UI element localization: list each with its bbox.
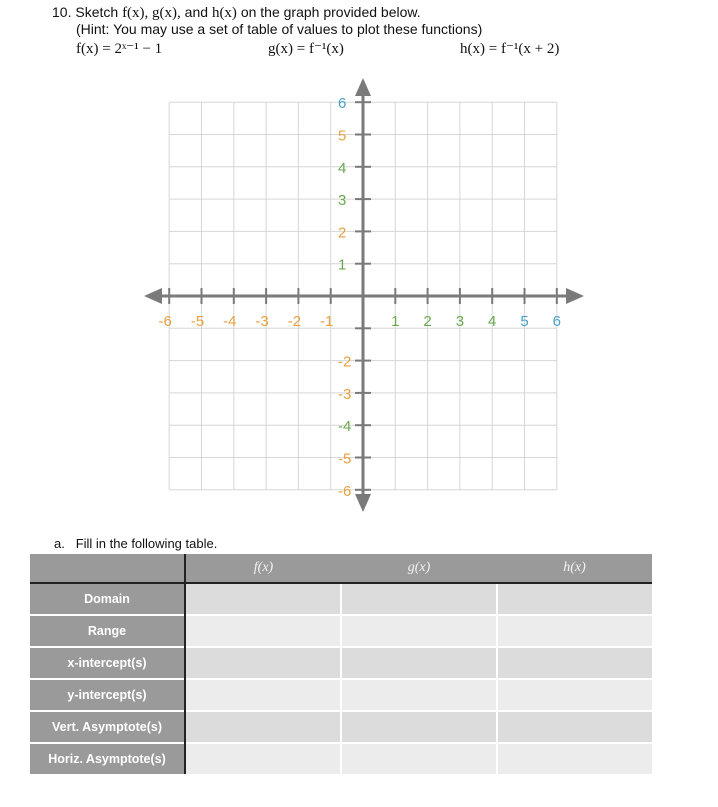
y-axis-label: -6 (338, 482, 352, 500)
x-axis-label: 4 (488, 313, 497, 330)
table-row (30, 583, 652, 615)
x-axis-label: -4 (223, 313, 237, 330)
cell-ha-f[interactable] (185, 743, 341, 774)
question-funcs: f(x), g(x), (122, 5, 181, 21)
x-axis-label: -5 (190, 313, 205, 330)
table-row (30, 679, 652, 711)
part-a-text: Fill in the following table. (75, 536, 218, 551)
x-axis-left-arrow (144, 288, 162, 304)
column-header-h: h(x) (497, 554, 652, 583)
table-header-row (30, 554, 652, 583)
cell-xint-f[interactable] (185, 647, 341, 679)
y-axis-label: -4 (338, 418, 352, 436)
cell-domain-f[interactable] (185, 583, 341, 615)
y-axis-label: -2 (338, 353, 352, 371)
table-corner-cell (30, 554, 185, 583)
column-header-g: g(x) (341, 554, 497, 583)
row-label-domain: Domain (30, 583, 185, 615)
f-definition: f(x) = 2ˣ⁻¹ − 1 (76, 41, 163, 57)
row-label-vert-asymptotes: Vert. Asymptote(s) (30, 711, 185, 743)
y-axis-label: 5 (338, 127, 347, 145)
cell-domain-h[interactable] (497, 583, 652, 615)
table-row (30, 743, 652, 774)
question-prefix: Sketch (75, 4, 123, 20)
y-axis-bottom-arrow (355, 494, 371, 512)
y-axis-label: 4 (338, 159, 347, 177)
x-axis-label: 6 (552, 313, 561, 330)
cell-yint-g[interactable] (341, 679, 497, 711)
table-row (30, 647, 652, 679)
cell-range-f[interactable] (185, 615, 341, 647)
cell-xint-g[interactable] (341, 647, 497, 679)
y-axis-top-arrow (355, 78, 371, 96)
question-line (52, 4, 421, 22)
x-axis-label: 5 (520, 313, 529, 330)
cell-va-h[interactable] (497, 711, 652, 743)
x-axis-label: 3 (455, 313, 465, 330)
row-label-y-intercepts: y-intercept(s) (30, 679, 185, 711)
table-row (30, 711, 652, 743)
y-axis-label: -5 (338, 450, 352, 468)
x-axis-right-arrow (566, 288, 584, 304)
row-label-horiz-asymptotes: Horiz. Asymptote(s) (30, 743, 185, 774)
x-axis-label: -2 (287, 313, 302, 330)
cell-ha-g[interactable] (341, 743, 497, 774)
y-axis-label: 6 (338, 95, 347, 113)
coordinate-graph (140, 74, 590, 514)
x-axis-label: -1 (320, 313, 334, 330)
question-suffix: on the graph provided below. (236, 4, 421, 20)
x-axis-label: -6 (158, 313, 172, 330)
x-axis-label: 1 (391, 313, 400, 330)
cell-range-h[interactable] (497, 615, 652, 647)
table-row (30, 615, 652, 647)
answer-table (30, 554, 652, 774)
g-definition: g(x) = f⁻¹(x) (268, 41, 344, 57)
question-number: 10. (52, 4, 72, 20)
y-axis-label: -3 (338, 385, 352, 403)
question-h: h(x) (211, 5, 237, 21)
cell-ha-h[interactable] (497, 743, 652, 774)
question-and: and (180, 4, 212, 20)
y-axis-label: 3 (338, 192, 347, 210)
row-label-range: Range (30, 615, 185, 647)
cell-yint-h[interactable] (497, 679, 652, 711)
cell-yint-f[interactable] (185, 679, 341, 711)
row-label-x-intercepts: x-intercept(s) (30, 647, 185, 679)
y-axis-label: 2 (338, 224, 347, 242)
y-axis-label: 1 (338, 256, 347, 274)
column-header-f: f(x) (185, 554, 341, 583)
cell-domain-g[interactable] (341, 583, 497, 615)
h-definition: h(x) = f⁻¹(x + 2) (460, 41, 560, 57)
part-a-instruction (54, 536, 217, 551)
answer-table-container (30, 554, 652, 774)
cell-range-g[interactable] (341, 615, 497, 647)
x-axis-label: 2 (423, 313, 432, 330)
part-a-letter: a. (54, 536, 65, 551)
x-axis-label: -3 (255, 313, 269, 330)
hint-text: (Hint: You may use a set of table of values to plot these functions) (76, 21, 483, 37)
cell-xint-h[interactable] (497, 647, 652, 679)
cell-va-f[interactable] (185, 711, 341, 743)
cell-va-g[interactable] (341, 711, 497, 743)
